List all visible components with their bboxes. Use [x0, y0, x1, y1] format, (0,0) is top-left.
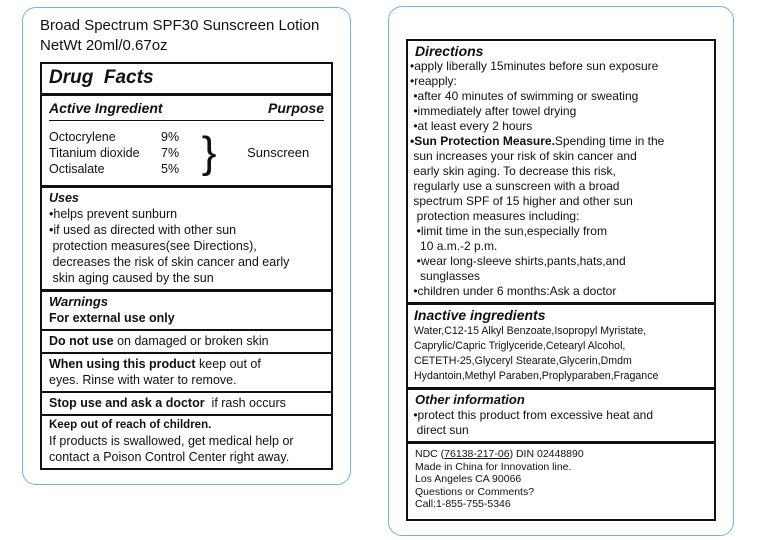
stop-use-text: if rash occurs [204, 396, 286, 410]
uses-line: •if used as directed with other sun [49, 223, 237, 237]
inactive-line: Caprylic/Capric Triglyceride,Cetearyl Alcohol, [414, 340, 626, 352]
do-not-use-label: Do not use [49, 334, 114, 348]
inactive-line: Hydantoin,Methyl Paraben,Proplyparaben,Fragance [414, 370, 659, 382]
stop-use [42, 393, 331, 416]
when-using-text: keep out of [195, 357, 261, 371]
drug-facts-box [40, 62, 333, 470]
company-section [408, 444, 714, 519]
left-label-panel [22, 7, 351, 485]
direction-line: 10 a.m.-2 p.m. [410, 239, 498, 253]
inactive-title: Inactive ingredients [414, 307, 546, 323]
other-info-line: direct sun [410, 423, 469, 437]
keep-out-section [42, 416, 331, 468]
inactive-section [408, 305, 714, 390]
other-info-title: Other information [415, 392, 525, 407]
when-using-section [42, 354, 331, 393]
direction-line: protection measures including: [410, 209, 580, 223]
company-line: Made in China for Innovation line. [415, 460, 572, 473]
direction-line: sun increases your risk of skin cancer and [410, 149, 637, 163]
ingredient [49, 129, 179, 145]
spm-label: •Sun Protection Measure. [410, 134, 555, 148]
direction-line: •reapply: [410, 74, 457, 88]
other-info-section [408, 390, 714, 444]
purpose-header: Purpose [267, 100, 324, 116]
direction-line: sunglasses [410, 269, 481, 283]
direction-line: •at least every 2 hours [410, 119, 533, 133]
direction-line: •wear long-sleeve shirts,pants,hats,and [410, 254, 626, 268]
ingredient [49, 145, 179, 161]
ndc-prefix: NDC ( [415, 448, 445, 460]
uses-line: decreases the risk of skin cancer and early [49, 255, 290, 269]
do-not-use [42, 331, 331, 354]
ingredient-name: Octisalate [49, 162, 105, 176]
uses-section [42, 188, 331, 292]
direction-line: •immediately after towel drying [410, 104, 577, 118]
directions-section [408, 41, 714, 305]
ingredient-pct: 9% [161, 130, 180, 144]
when-using-label: When using this product [49, 357, 196, 371]
warnings-section [42, 292, 331, 331]
ingredient-pct: 7% [161, 146, 180, 160]
keep-out-of-reach: Keep out of reach of children. [49, 419, 212, 431]
ingredient [49, 161, 179, 177]
company-line: Call:1-855-755-5346 [415, 498, 511, 510]
direction-line: •children under 6 months:Ask a doctor [410, 284, 617, 298]
warnings-title: Warnings [49, 294, 108, 309]
ingredient-pct: 5% [161, 162, 180, 176]
product-name: Broad Spectrum SPF30 Sunscreen Lotion [40, 17, 320, 34]
active-header-row [49, 96, 324, 121]
keep-out-line: contact a Poison Control Center right away. [49, 450, 290, 464]
ingredients-list [49, 129, 179, 177]
brace: } [201, 128, 217, 177]
net-weight: NetWt 20ml/0.67oz [40, 37, 168, 54]
direction-line: early skin aging. To decrease this risk, [410, 164, 616, 178]
drug-facts-title: Drug Facts [42, 64, 331, 96]
right-label-panel [388, 6, 734, 536]
keep-out-line: If products is swallowed, get medical help or [49, 434, 294, 448]
ndc-suffix: ) DIN 02448890 [509, 448, 584, 460]
purpose-value: Sunscreen [247, 145, 310, 160]
company-line: Questions or Comments? [415, 485, 535, 498]
direction-line: •limit time in the sun,especially from [410, 224, 607, 238]
direction-line: spectrum SPF of 15 higher and other sun [410, 194, 633, 208]
company-line: Los Angeles CA 90066 [415, 473, 522, 485]
external-use-only: For external use only [49, 311, 175, 325]
direction-line: •after 40 minutes of swimming or sweating [410, 89, 639, 103]
active-ingredient-header: Active Ingredient [49, 100, 163, 116]
inactive-line: Water,C12-15 Alkyl Benzoate,Isopropyl Myristate, [414, 325, 647, 337]
direction-line: •apply liberally 15minutes before sun exposure [410, 59, 659, 73]
ingredient-name: Titanium dioxide [49, 146, 140, 160]
direction-line: regularly use a sunscreen with a broad [410, 179, 620, 193]
sun-protection-measure [410, 134, 707, 149]
spm-text: Spending time in the [554, 134, 665, 148]
directions-box [406, 39, 716, 521]
stop-use-label: Stop use and ask a doctor [49, 396, 205, 410]
uses-line: protection measures(see Directions), [49, 239, 257, 253]
directions-title: Directions [415, 43, 484, 59]
other-info-line: •protect this product from excessive heat and [410, 408, 653, 422]
when-using-line2: eyes. Rinse with water to remove. [49, 373, 237, 387]
ndc-line [415, 448, 707, 461]
ndc-code: 76138-217-06 [444, 448, 510, 460]
inactive-line: CETETH-25,Glyceryl Stearate,Glycerin,Dmdm [414, 355, 632, 367]
ingredient-name: Octocrylene [49, 130, 116, 144]
uses-line: skin aging caused by the sun [49, 271, 214, 285]
when-using [49, 356, 324, 372]
do-not-use-text: on damaged or broken skin [113, 334, 269, 348]
ingredients-row [42, 121, 331, 188]
uses-line: •helps prevent sunburn [49, 207, 178, 221]
uses-title: Uses [49, 191, 79, 205]
